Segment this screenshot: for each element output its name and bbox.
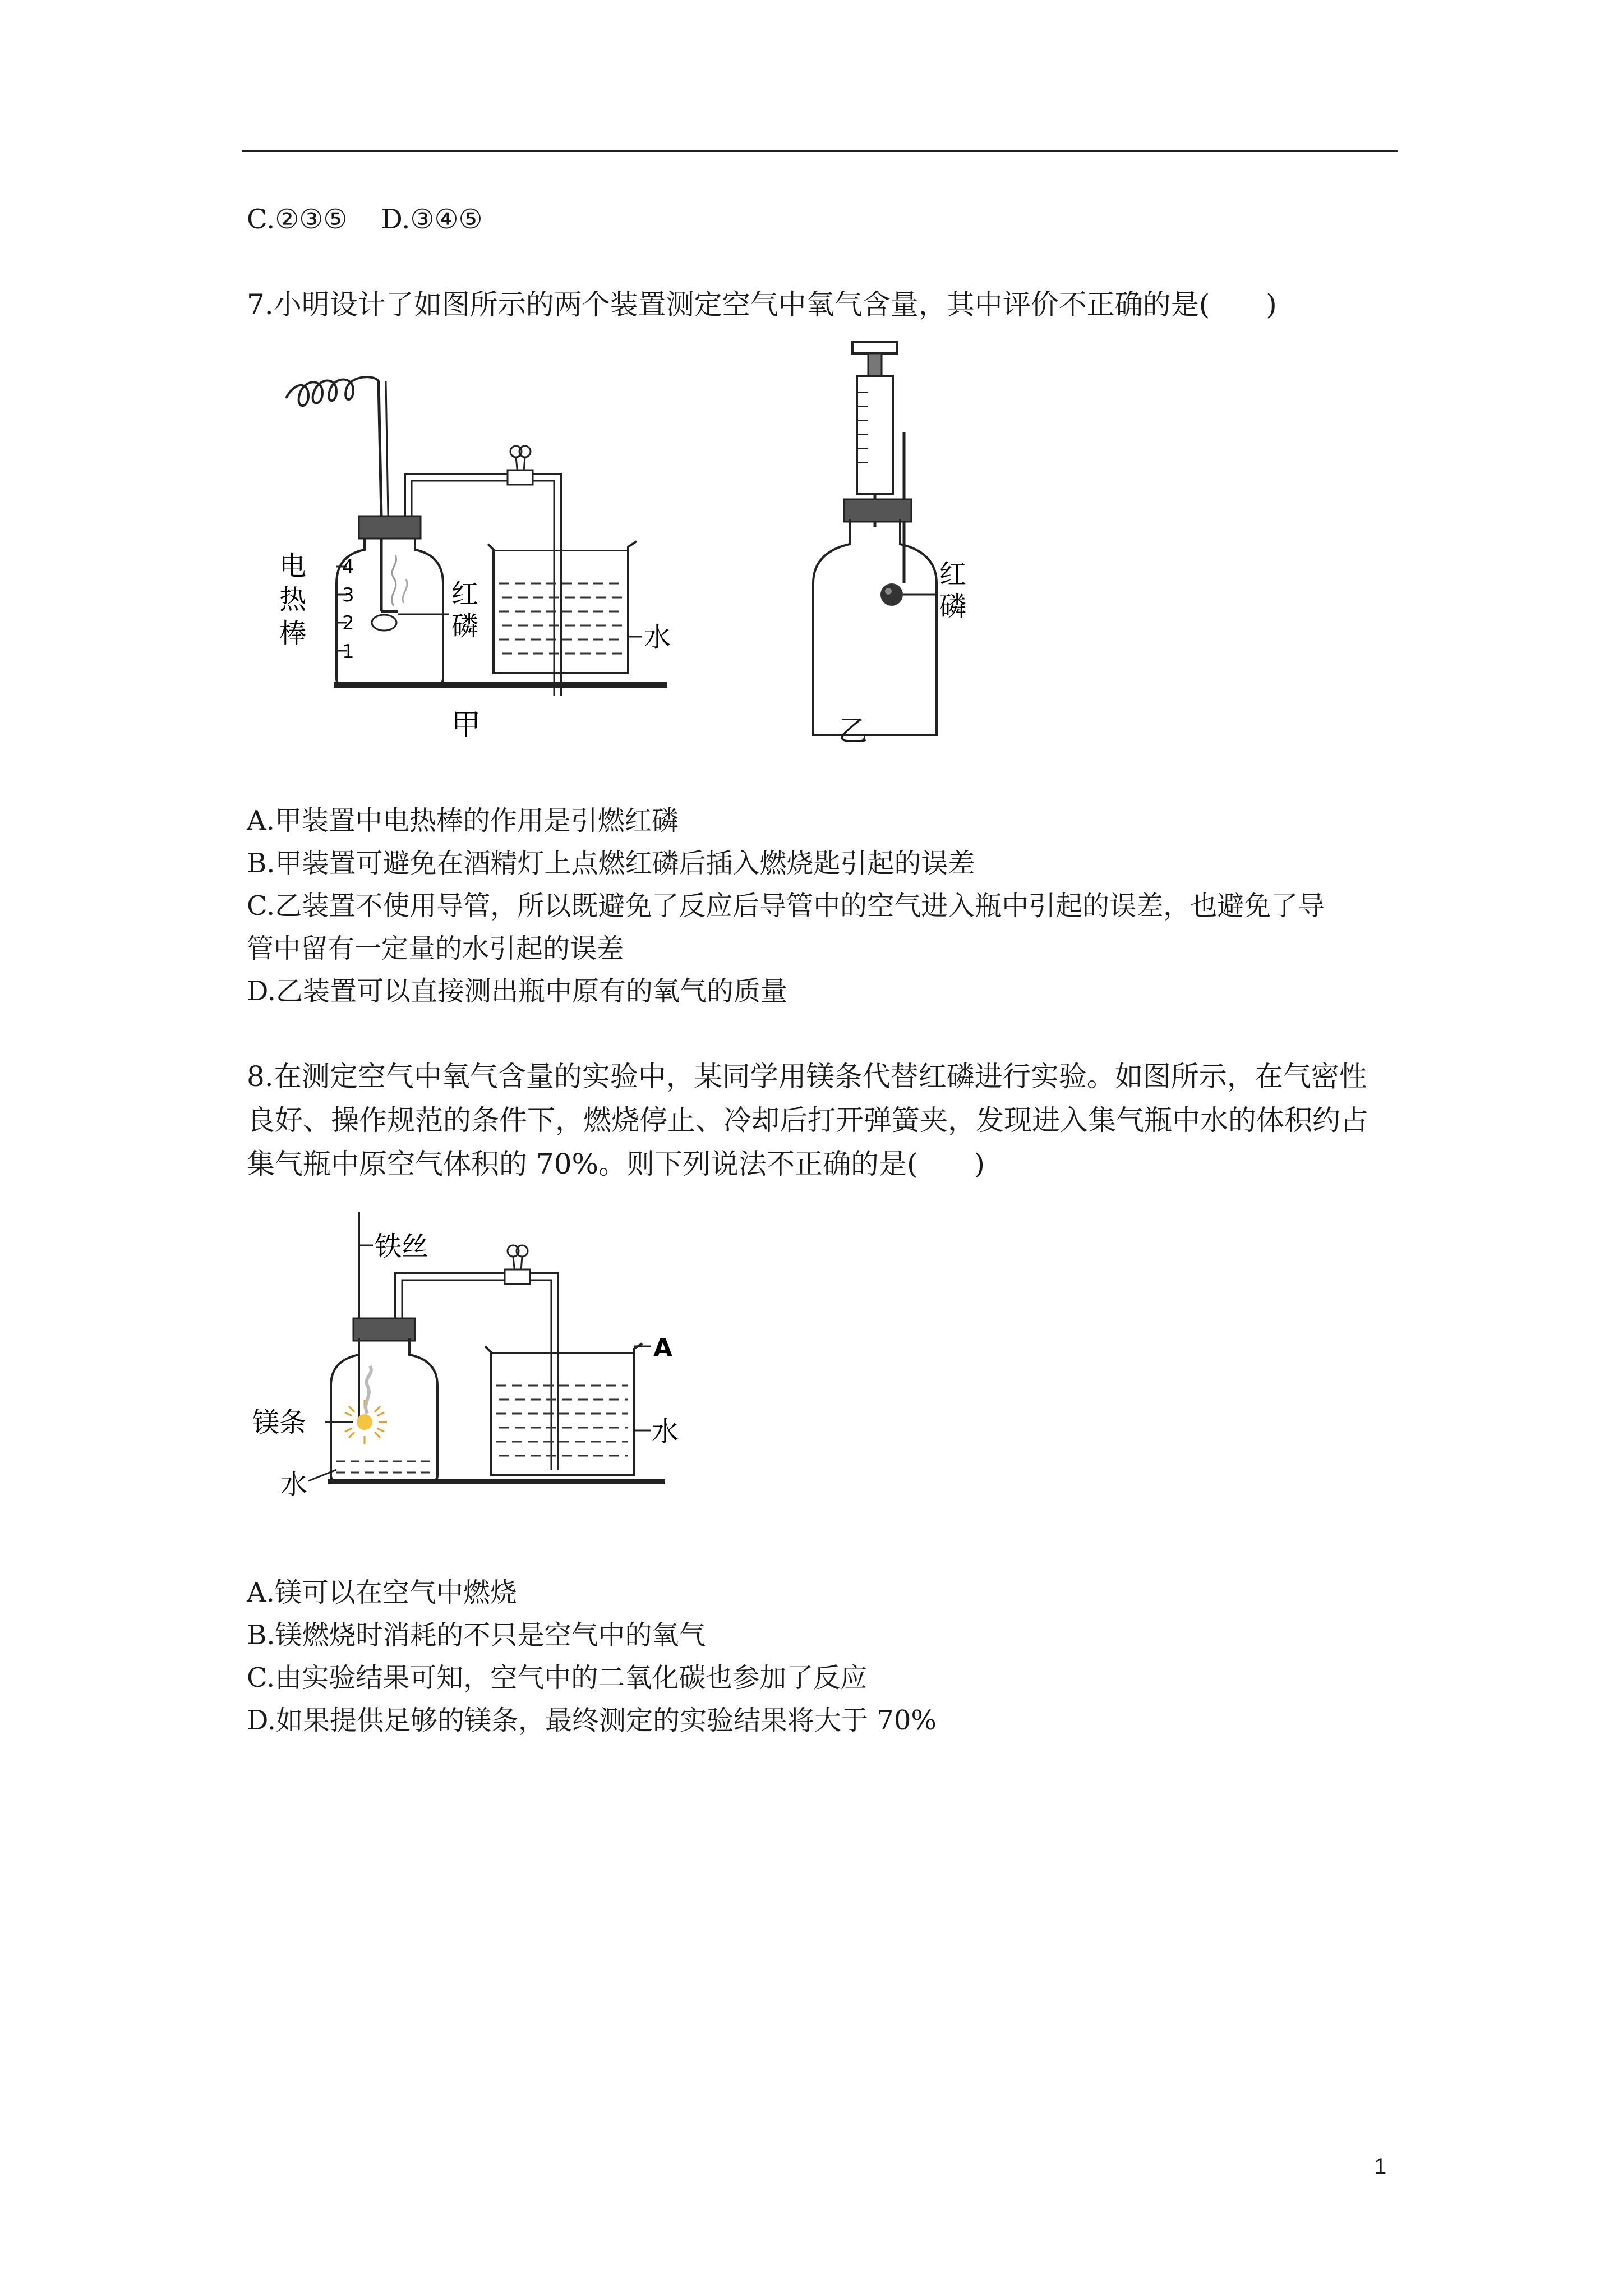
water-label-jia: 水 [644,622,671,653]
q7-option-c: C.乙装置不使用导管，所以既避免了反应后导管中的空气进入瓶中引起的误差，也避免了导 [247,890,1325,922]
glass-tube-icon-q8 [395,1273,558,1470]
q8-option-d: D.如果提供足够的镁条，最终测定的实验结果将大于 70% [247,1705,937,1736]
q8-option-a: A.镁可以在空气中燃烧 [247,1577,517,1608]
gas-bottle-icon-yi [813,519,937,735]
q7-option-c-cont: 管中留有一定量的水引起的误差 [247,933,624,964]
option-c-prev: C.②③⑤ [247,204,348,235]
scale-mark-2: 2 [342,612,354,634]
phosphorus-label-yi-2: 磷 [939,591,967,622]
glass-tube-icon [405,474,561,696]
q8-figure [252,1206,701,1520]
phosphorus-label-yi-1: 红 [939,559,967,590]
q7-option-d: D.乙装置可以直接测出瓶中原有的氧气的质量 [247,976,788,1007]
magnesium-ribbon-label: 镁条 [252,1407,307,1438]
phosphorus-label-2: 磷 [451,610,479,642]
q7-stem: 7.小明设计了如图所示的两个装置测定空气中氧气含量，其中评价不正确的是( ) [247,288,1277,321]
scale-mark-3: 3 [342,584,354,606]
gas-bottle-icon-q8 [331,1338,437,1481]
rubber-stopper-icon-q8 [353,1318,415,1341]
option-d-prev: D.③④⑤ [381,204,483,235]
caption-yi-text: 乙 [838,715,868,748]
rod-label-1: 电 [279,550,307,582]
rod-label-3: 棒 [279,618,307,649]
smoke-icon [392,555,396,606]
red-phosphorus-icon [880,583,903,606]
burning-magnesium-icon [342,1366,387,1444]
beaker-water-label: 水 [652,1416,679,1447]
rubber-stopper-icon [359,516,421,539]
q8-stem-line-3: 集气瓶中原空气体积的 70%。则下列说法不正确的是( ) [247,1148,985,1180]
phosphorus-label-1: 红 [451,578,479,610]
rod-label-2: 热 [279,584,307,615]
caption-jia: 甲 [451,708,481,742]
header-rule [242,150,1398,152]
q7-figure-jia [269,348,763,752]
coil-wire-icon [286,377,379,406]
page-number: 1 [1374,2154,1387,2179]
rubber-stopper-icon-yi [844,499,911,522]
syringe-plunger-icon [852,342,897,353]
q8-option-b: B.镁燃烧时消耗的不只是空气中的氧气 [247,1619,706,1651]
q8-stem-line-1: 8.在测定空气中氧气含量的实验中，某同学用镁条代替红磷进行实验。如图所示，在气密性 [247,1060,1367,1093]
table-line [334,682,667,688]
q7-option-a: A.甲装置中电热棒的作用是引燃红磷 [247,805,679,836]
electric-rod-icon [379,381,381,516]
prev-options-line [247,197,483,241]
q8-stem-line-2: 良好、操作规范的条件下，燃烧停止、冷却后打开弹簧夹，发现进入集气瓶中水的体积约占 [247,1104,1368,1137]
scale-mark-4: 4 [342,556,354,578]
table-line-q8 [328,1479,665,1484]
scale-mark-1: 1 [342,641,354,663]
q7-option-b: B.甲装置可避免在酒精灯上点燃红磷后插入燃烧匙引起的误差 [247,848,975,879]
bottle-water-label: 水 [280,1469,308,1500]
q8-option-c: C.由实验结果可知，空气中的二氧化碳也参加了反应 [247,1662,868,1694]
beaker-mark-a: A [653,1334,673,1363]
iron-wire-label: 铁丝 [375,1231,429,1262]
q7-figure-yi [796,331,987,757]
combustion-spoon-icon [372,615,396,631]
